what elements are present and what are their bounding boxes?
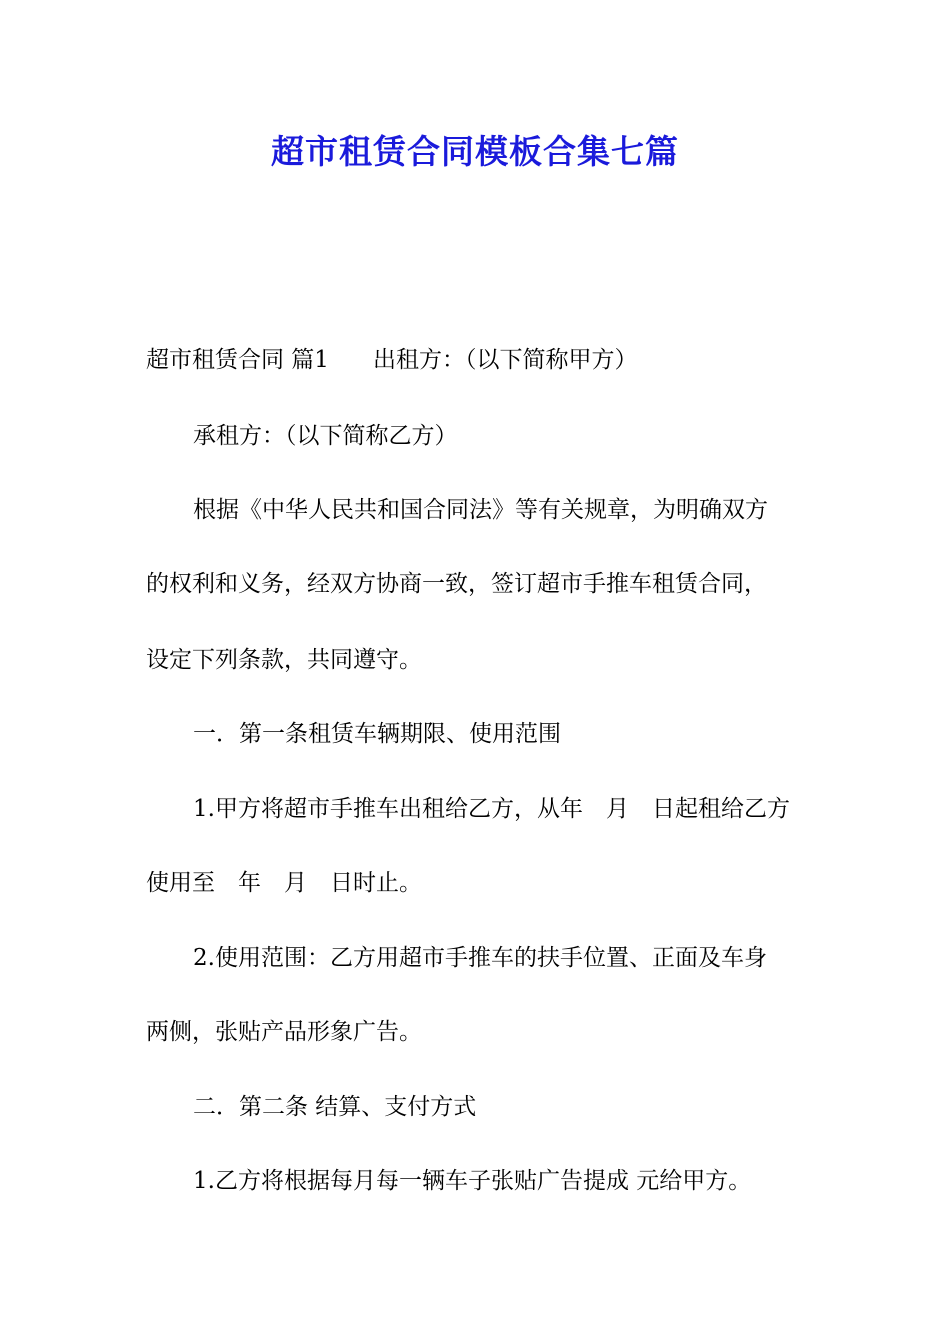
paragraph-line: 根据《中华人民共和国合同法》等有关规章，为明确双方 <box>193 497 768 523</box>
paragraph-line: 2.使用范围：乙方用超市手推车的扶手位置、正面及车身 <box>193 945 767 971</box>
document-title: 超市租赁合同模板合集七篇 <box>271 132 679 171</box>
paragraph-line: 两侧，张贴产品形象广告。 <box>146 1019 422 1045</box>
contract-heading-label: 超市租赁合同 篇1 <box>146 347 329 373</box>
contract-heading-row <box>146 344 826 376</box>
paragraph-line: 使用至 年 月 日时止。 <box>146 870 422 896</box>
paragraph-line: 设定下列条款，共同遵守。 <box>146 647 422 673</box>
lessor-line: 出租方：（以下简称甲方） <box>372 347 638 373</box>
lessee-line: 承租方：（以下简称乙方） <box>193 423 458 449</box>
paragraph-line: 的权利和义务，经双方协商一致，签订超市手推车租赁合同， <box>146 571 767 597</box>
section-heading: 二．第二条 结算、支付方式 <box>193 1094 477 1120</box>
section-heading: 一．第一条租赁车辆期限、使用范围 <box>193 721 561 747</box>
paragraph-line: 1.乙方将根据每月每一辆车子张贴广告提成 元给甲方。 <box>193 1168 752 1194</box>
paragraph-line: 1.甲方将超市手推车出租给乙方，从年 月 日起租给乙方 <box>193 796 790 822</box>
